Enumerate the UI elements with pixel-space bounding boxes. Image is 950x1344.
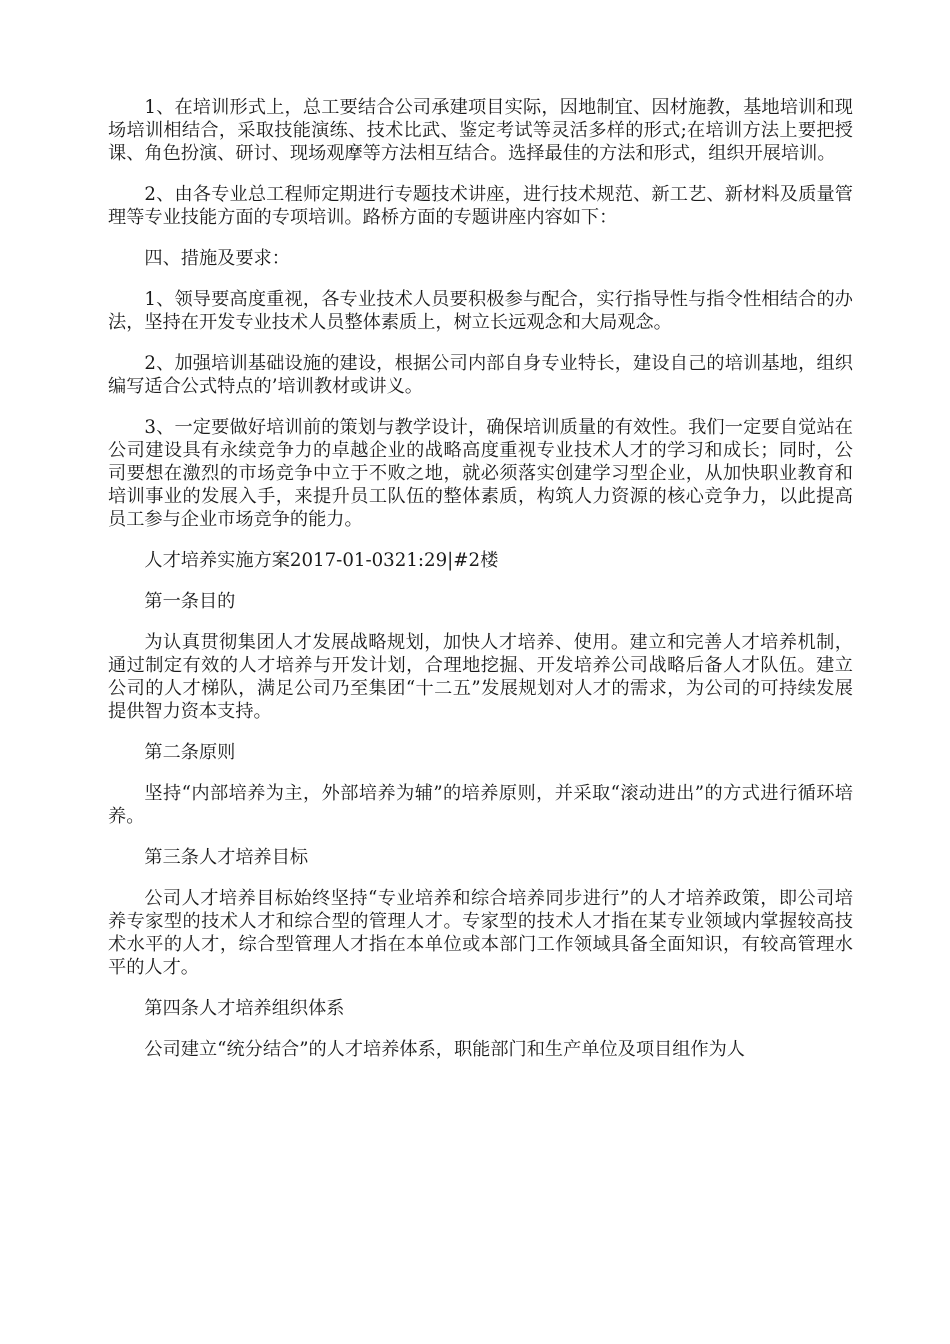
paragraph-purpose: 为认真贯彻集团人才发展战略规划，加快人才培养、使用。建立和完善人才培养机制，通过制定有效的人才培养与开发计划，合理地挖掘、开发培养公司战略后备人才队伍。建立公司的人才梯队，满足公司乃至集团“十二五”发展规划对人才的需求，为公司的可持续发展提供智力资本支持。 bbox=[108, 632, 853, 722]
article-heading-purpose: 第一条目的 bbox=[144, 591, 236, 612]
paragraph-principle: 坚持“内部培养为主，外部培养为辅”的培养原则，并采取“滚动进出”的方式进行循环培养。 bbox=[108, 783, 853, 827]
post-header-line: 人才培养实施方案2017-01-0321:29|#2楼 bbox=[144, 550, 499, 571]
article-heading-organization: 第四条人才培养组织体系 bbox=[144, 998, 345, 1019]
paragraph-technical-lectures: 2、由各专业总工程师定期进行专题技术讲座，进行技术规范、新工艺、新材料及质量管理等专业技能方面的专项培训。路桥方面的专题讲座内容如下： bbox=[108, 184, 853, 228]
paragraph-goals: 公司人才培养目标始终坚持“专业培养和综合培养同步进行”的人才培养政策，即公司培养专家型的技术人才和综合型的管理人才。专家型的技术人才指在某专业领域内掌握较高技术水平的人才，综合型管理人才指在本单位或本部门工作领域具备全面知识，有较高管理水平的人才。 bbox=[108, 888, 853, 978]
article-heading-principle: 第二条原则 bbox=[144, 742, 236, 763]
article-heading-goals: 第三条人才培养目标 bbox=[144, 847, 309, 868]
document-body bbox=[108, 96, 853, 1061]
paragraph-infrastructure: 2、加强培训基础设施的建设，根据公司内部自身专业特长，建设自己的培训基地，组织编写适合公式特点的’培训教材或讲义。 bbox=[108, 353, 853, 397]
paragraph-organization: 公司建立“统分结合”的人才培养体系，职能部门和生产单位及项目组作为人 bbox=[144, 1039, 745, 1060]
paragraph-leadership: 1、领导要高度重视，各专业技术人员要积极参与配合，实行指导性与指令性相结合的办法，坚持在开发专业技术人员整体素质上，树立长远观念和大局观念。 bbox=[108, 289, 853, 333]
paragraph-training-form: 1、在培训形式上，总工要结合公司承建项目实际，因地制宜、因材施教，基地培训和现场培训相结合，采取技能演练、技术比武、鉴定考试等灵活多样的形式;在培训方法上要把授课、角色扮演、研讨、现场观摩等方法相互结合。选择最佳的方法和形式，组织开展培训。 bbox=[108, 97, 853, 164]
section-heading-measures: 四、措施及要求： bbox=[144, 248, 290, 269]
paragraph-planning-design: 3、一定要做好培训前的策划与教学设计，确保培训质量的有效性。我们一定要自觉站在公司建设具有永续竞争力的卓越企业的战略高度重视专业技术人才的学习和成长；同时，公司要想在激烈的市场竞争中立于不败之地，就必须落实创建学习型企业，从加快职业教育和培训事业的发展入手，来提升员工队伍的整体素质，构筑人力资源的核心竞争力，以此提高员工参与企业市场竞争的能力。 bbox=[108, 417, 853, 530]
